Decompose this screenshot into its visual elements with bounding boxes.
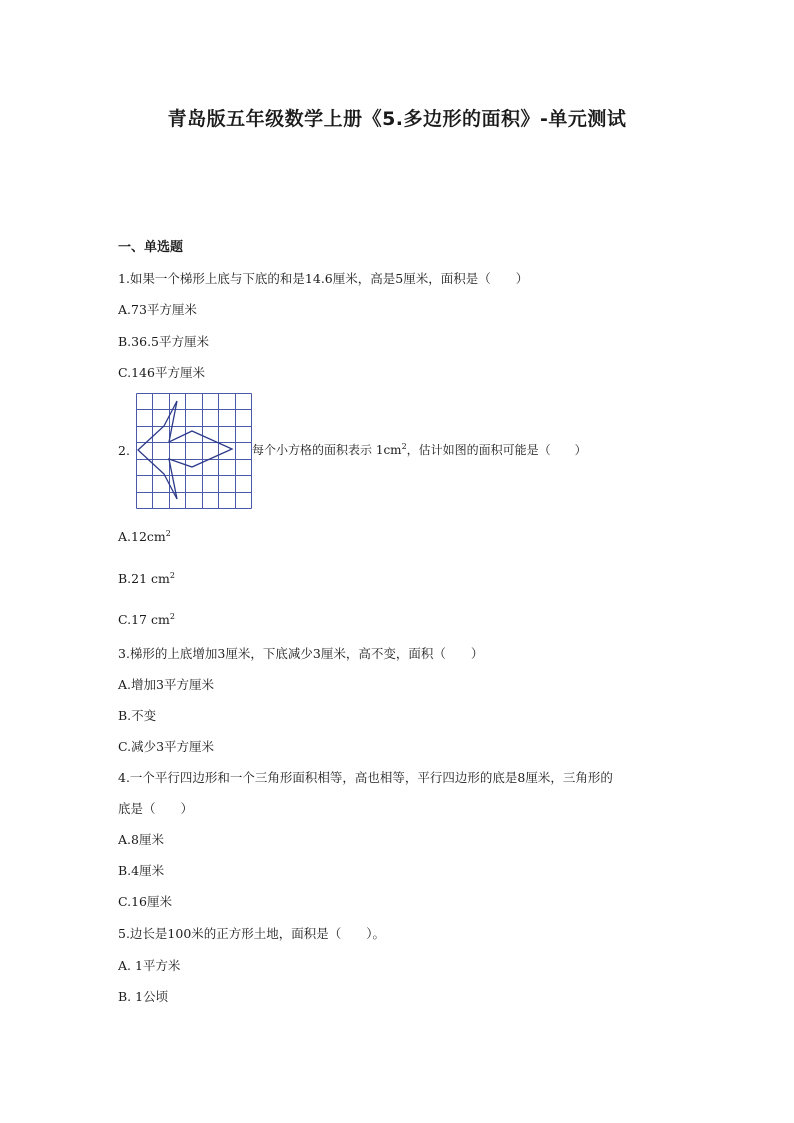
- question-3-option-a: A.增加3平方厘米: [118, 677, 214, 692]
- question-2-option-c: [118, 609, 175, 628]
- question-2-option-a-text: A.12cm: [118, 529, 166, 544]
- grid-figure-svg: [136, 393, 252, 509]
- section-heading: 一、单选题: [118, 240, 184, 255]
- question-4-option-c: C.16厘米: [118, 894, 172, 909]
- question-2-stem-superscript: 2: [401, 442, 407, 451]
- question-1-option-c: C.146平方厘米: [118, 365, 205, 380]
- question-5-option-b: B. 1公顷: [118, 989, 169, 1004]
- question-1-option-b: B.36.5平方厘米: [118, 334, 209, 349]
- question-4-option-b: B.4厘米: [118, 863, 165, 878]
- question-2-option-b-superscript: 2: [169, 571, 175, 580]
- question-1-option-a: A.73平方厘米: [118, 302, 197, 317]
- question-4-stem-line-2: 底是（ ）: [118, 801, 194, 816]
- question-2-stem-text: 每个小方格的面积表示 1cm: [252, 443, 402, 457]
- question-2-option-a-superscript: 2: [165, 529, 171, 538]
- question-3-option-c: C.减少3平方厘米: [118, 739, 215, 754]
- question-3-option-b: B.不变: [118, 708, 157, 723]
- question-2-option-a: [118, 526, 171, 545]
- question-4-stem-line-1: 4.一个平行四边形和一个三角形面积相等，高也相等，平行四边形的底是8厘米，三角形的: [118, 770, 613, 785]
- question-2-option-b: [118, 568, 175, 587]
- question-2-option-b-text: B.21 cm: [118, 571, 170, 586]
- question-1-stem: 1.如果一个梯形上底与下底的和是14.6厘米，高是5厘米，面积是（ ）: [118, 271, 529, 286]
- question-2-grid-figure: [136, 393, 252, 509]
- question-2-stem: [252, 441, 587, 458]
- question-2-stem-text-end: ，估计如图的面积可能是（ ）: [406, 443, 587, 457]
- question-5-stem: 5.边长是100米的正方形土地，面积是（ ）。: [118, 926, 386, 941]
- question-3-stem: 3.梯形的上底增加3厘米，下底减少3厘米，高不变，面积（ ）: [118, 646, 484, 661]
- question-4-option-a: A.8厘米: [118, 832, 164, 847]
- question-2-option-c-superscript: 2: [169, 612, 175, 621]
- question-2-number: 2.: [118, 443, 130, 458]
- page-title: 青岛版五年级数学上册《5.多边形的面积》-单元测试: [167, 108, 627, 130]
- question-2-option-c-text: C.17 cm: [118, 612, 170, 627]
- question-5-option-a: A. 1平方米: [118, 958, 181, 973]
